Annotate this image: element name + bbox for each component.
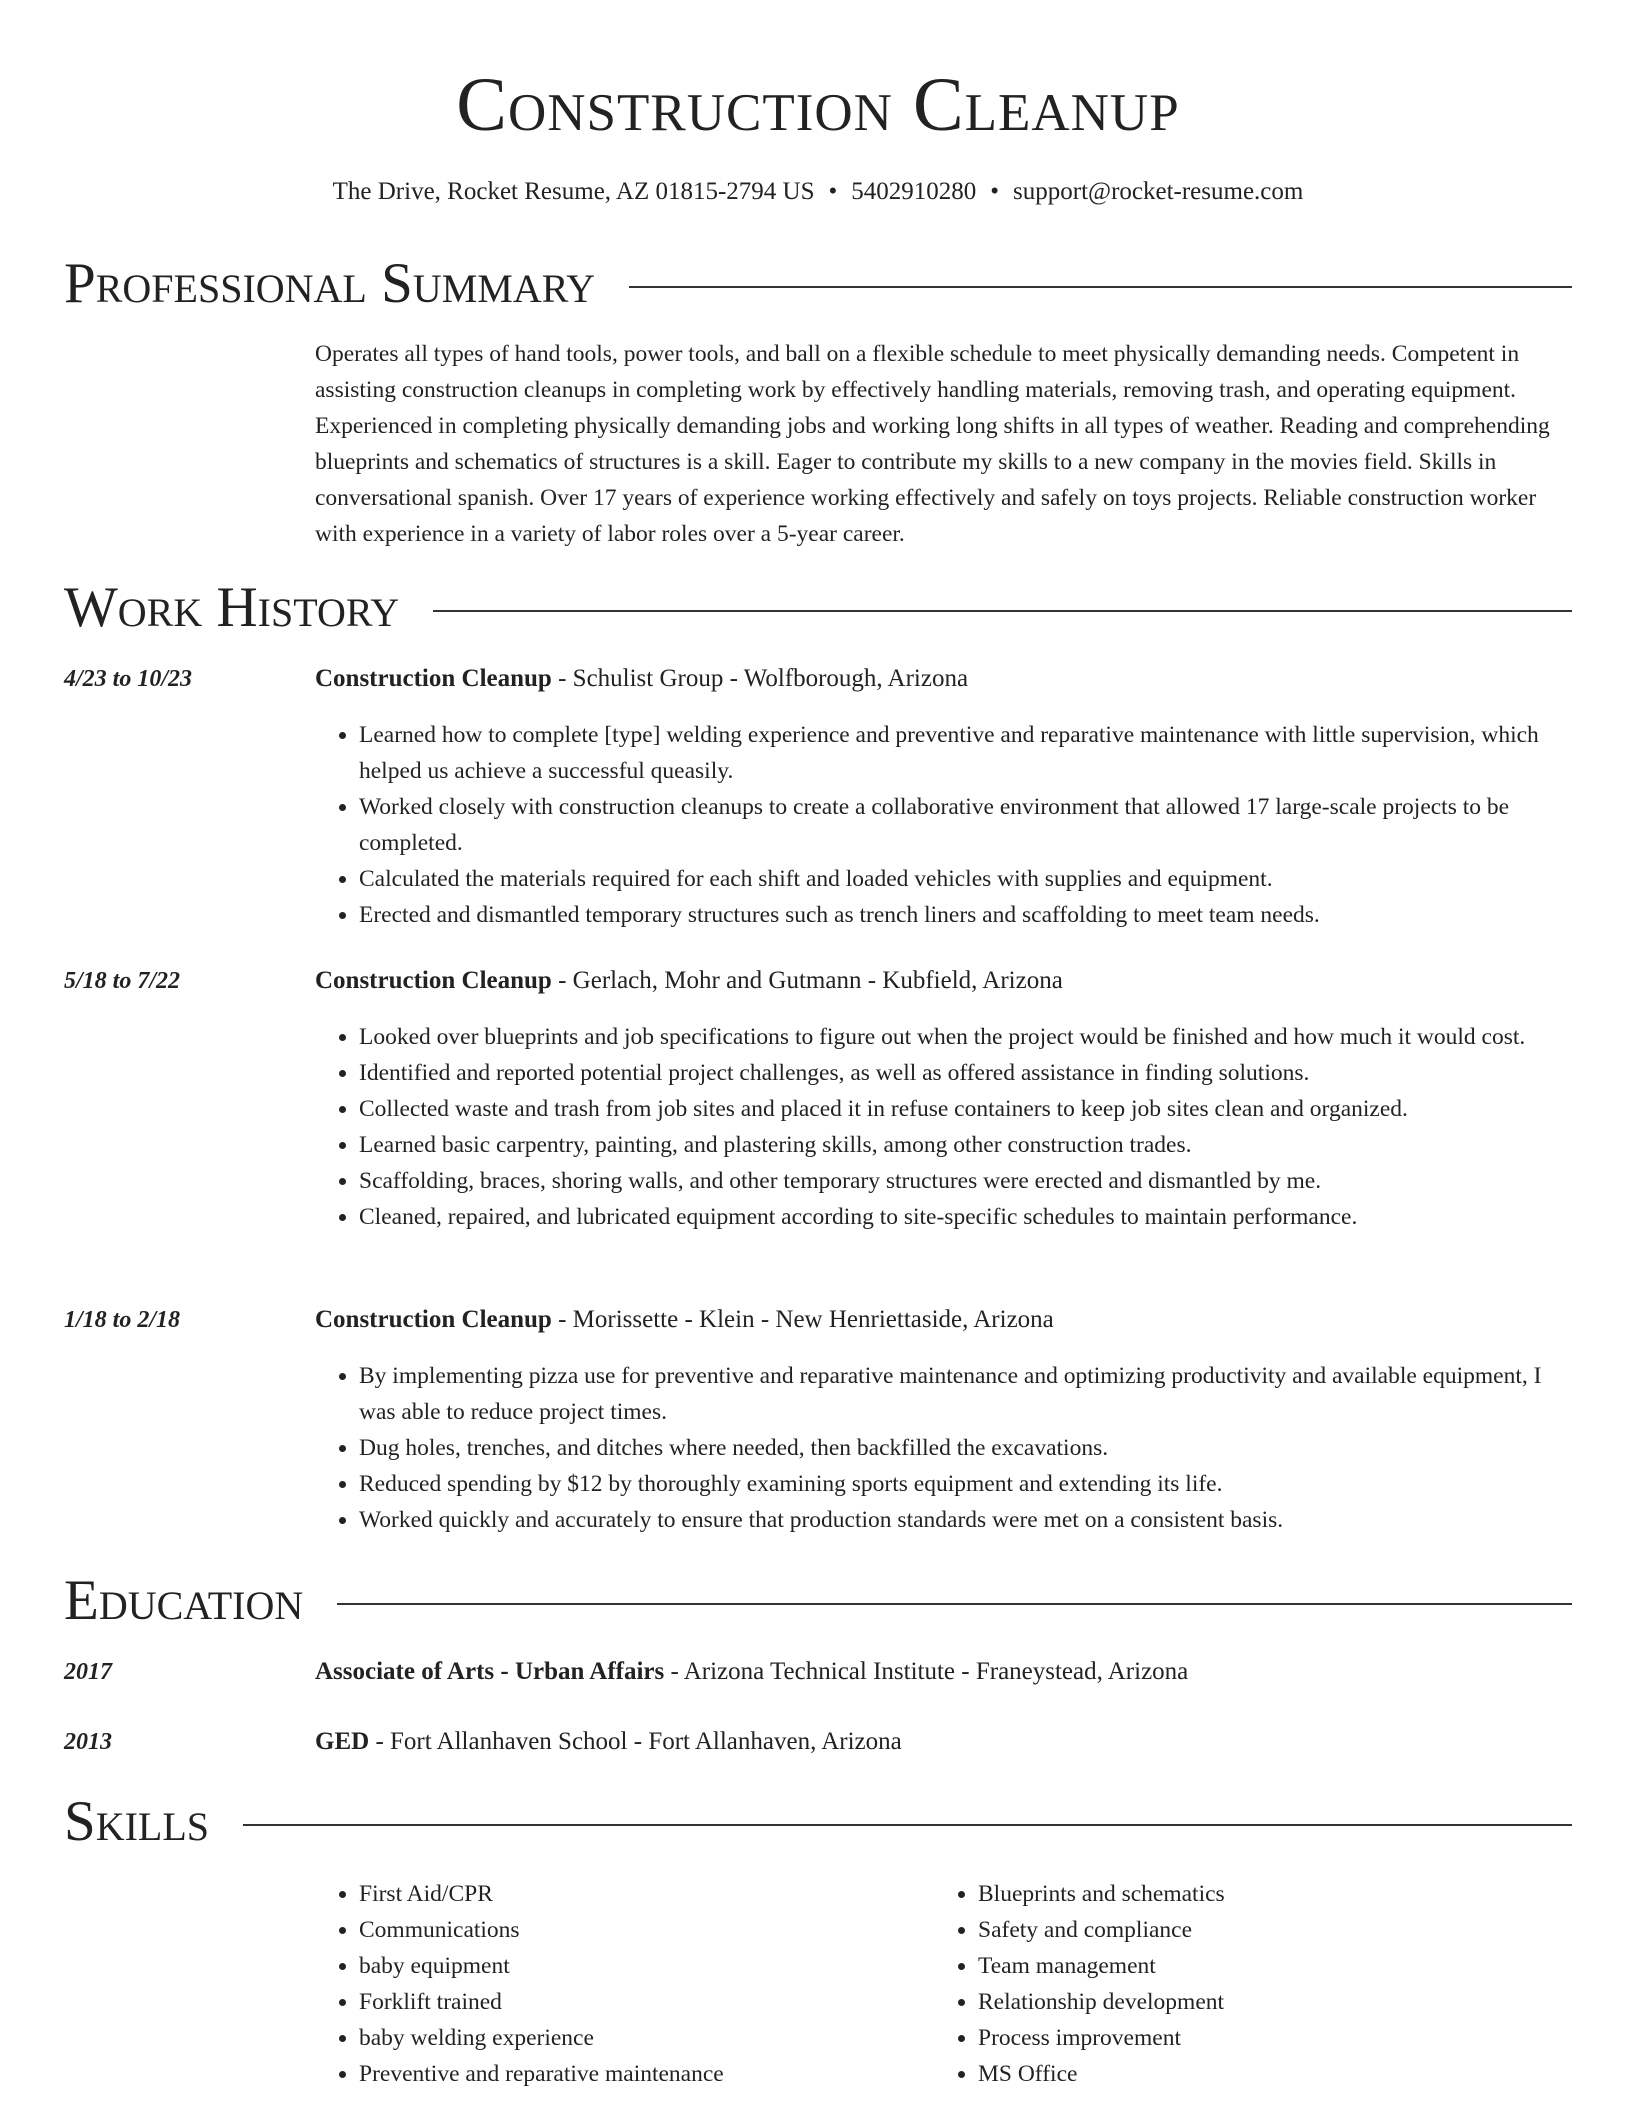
education-year: 2013 — [64, 1729, 112, 1755]
skill-item: • Preventive and reparative maintenance — [359, 2056, 932, 2092]
list-item: • Worked closely with construction cleanups to create a collaborative environment that allowed 17 large-scale projects to be completed. — [359, 789, 1572, 861]
job-heading — [315, 965, 1572, 997]
work-heading: Work History — [64, 576, 400, 639]
job-details: - Schulist Group - Wolfborough, Arizona — [551, 665, 969, 692]
list-item: • Reduced spending by $12 by thoroughly examining sports equipment and extending its life. — [359, 1466, 1572, 1502]
resume-name: Construction Cleanup — [456, 63, 1180, 147]
section-divider — [243, 1824, 1572, 1826]
education-degree: Associate of Arts - Urban Affairs — [315, 1658, 665, 1685]
work-section-header — [64, 576, 1572, 640]
job-title: Construction Cleanup — [315, 665, 552, 692]
skill-item: • Communications — [359, 1912, 932, 1948]
list-item: • Cleaned, repaired, and lubricated equipment according to site-specific schedules to maintain performance. — [359, 1199, 1572, 1235]
contact-line — [64, 176, 1572, 208]
skill-item: • Team management — [978, 1948, 1572, 1984]
job-details: - Gerlach, Mohr and Gutmann - Kubfield, Arizona — [551, 967, 1063, 994]
skill-item: • Process improvement — [978, 2020, 1572, 2056]
list-item: • Collected waste and trash from job sites and placed it in refuse containers to keep job sites clean and organized. — [359, 1091, 1572, 1127]
section-divider — [433, 610, 1572, 612]
skill-item: • Safety and compliance — [978, 1912, 1572, 1948]
contact-separator: • — [828, 178, 838, 205]
list-item: • Scaffolding, braces, shoring walls, and other temporary structures were erected and dismantled by me. — [359, 1163, 1572, 1199]
education-year: 2017 — [64, 1659, 112, 1685]
job-bullets — [315, 717, 1572, 933]
skills-section-header — [64, 1790, 1572, 1854]
list-item: • Dug holes, trenches, and ditches where needed, then backfilled the excavations. — [359, 1430, 1572, 1466]
education-section-header — [64, 1569, 1572, 1633]
job-heading — [315, 1304, 1572, 1336]
job-dates: 1/18 to 2/18 — [64, 1307, 181, 1333]
list-item: • Calculated the materials required for each shift and loaded vehicles with supplies and equipment. — [359, 861, 1572, 897]
contact-phone: 5402910280 — [851, 178, 977, 205]
list-item: • Learned how to complete [type] welding experience and preventive and reparative maintenance with little supervision, which helped us achieve a successful queasily. — [359, 717, 1572, 789]
summary-text: Operates all types of hand tools, power tools, and ball on a flexible schedule to meet physically demanding needs. Competent in assisting construction cleanups in completing work by effectively handling materials, removing trash, and operating equipment. Experienced in completing physically demanding jobs and working long shifts in all types of weather. Reading and comprehending blueprints and schematics of structures is a skill. Eager to contribute my skills to a new company in the movies field. Skills in conversational spanish. Over 17 years of experience working effectively and safely on toys projects. Reliable construction worker with experience in a variety of labor roles over a 5-year career. — [315, 341, 1550, 547]
job-heading — [315, 663, 1572, 695]
job-bullets — [315, 1358, 1572, 1538]
job-title: Construction Cleanup — [315, 967, 552, 994]
summary-heading: Professional Summary — [64, 252, 596, 315]
list-item: • Worked quickly and accurately to ensure that production standards were met on a consistent basis. — [359, 1502, 1572, 1538]
job-title: Construction Cleanup — [315, 1306, 552, 1333]
list-item: • Learned basic carpentry, painting, and plastering skills, among other construction trades. — [359, 1127, 1572, 1163]
list-item: • Erected and dismantled temporary structures such as trench liners and scaffolding to meet team needs. — [359, 897, 1572, 933]
skills-list-right — [934, 1876, 1572, 2092]
education-degree: GED — [315, 1728, 370, 1755]
skills-heading: Skills — [64, 1790, 210, 1853]
summary-section-header — [64, 252, 1572, 316]
job-details: - Morissette - Klein - New Henriettaside, Arizona — [551, 1306, 1054, 1333]
skill-item: • Blueprints and schematics — [978, 1876, 1572, 1912]
list-item: • By implementing pizza use for preventive and reparative maintenance and optimizing productivity and available equipment, I was able to reduce project times. — [359, 1358, 1572, 1430]
list-item: • Looked over blueprints and job specifications to figure out when the project would be finished and how much it would cost. — [359, 1019, 1572, 1055]
education-details: - Fort Allanhaven School - Fort Allanhaven, Arizona — [369, 1728, 902, 1755]
education-heading: Education — [64, 1569, 304, 1632]
list-item: • Identified and reported potential project challenges, as well as offered assistance in finding solutions. — [359, 1055, 1572, 1091]
education-details: - Arizona Technical Institute - Franeystead, Arizona — [664, 1658, 1189, 1685]
education-entry — [315, 1656, 1572, 1688]
job-bullets — [315, 1019, 1572, 1235]
skill-item: • Relationship development — [978, 1984, 1572, 2020]
skill-item: • baby equipment — [359, 1948, 932, 1984]
skill-item: • MS Office — [978, 2056, 1572, 2092]
skill-item: • First Aid/CPR — [359, 1876, 932, 1912]
job-dates: 4/23 to 10/23 — [64, 666, 193, 692]
section-divider — [337, 1603, 1572, 1605]
skills-list-left — [315, 1876, 932, 2092]
contact-address: The Drive, Rocket Resume, AZ 01815-2794 US — [332, 178, 815, 205]
skill-item: • Forklift trained — [359, 1984, 932, 2020]
skill-item: • baby welding experience — [359, 2020, 932, 2056]
job-dates: 5/18 to 7/22 — [64, 968, 181, 994]
contact-separator: • — [990, 178, 1000, 205]
section-divider — [629, 286, 1572, 288]
education-entry — [315, 1726, 1572, 1758]
contact-email: support@rocket-resume.com — [1013, 178, 1304, 205]
